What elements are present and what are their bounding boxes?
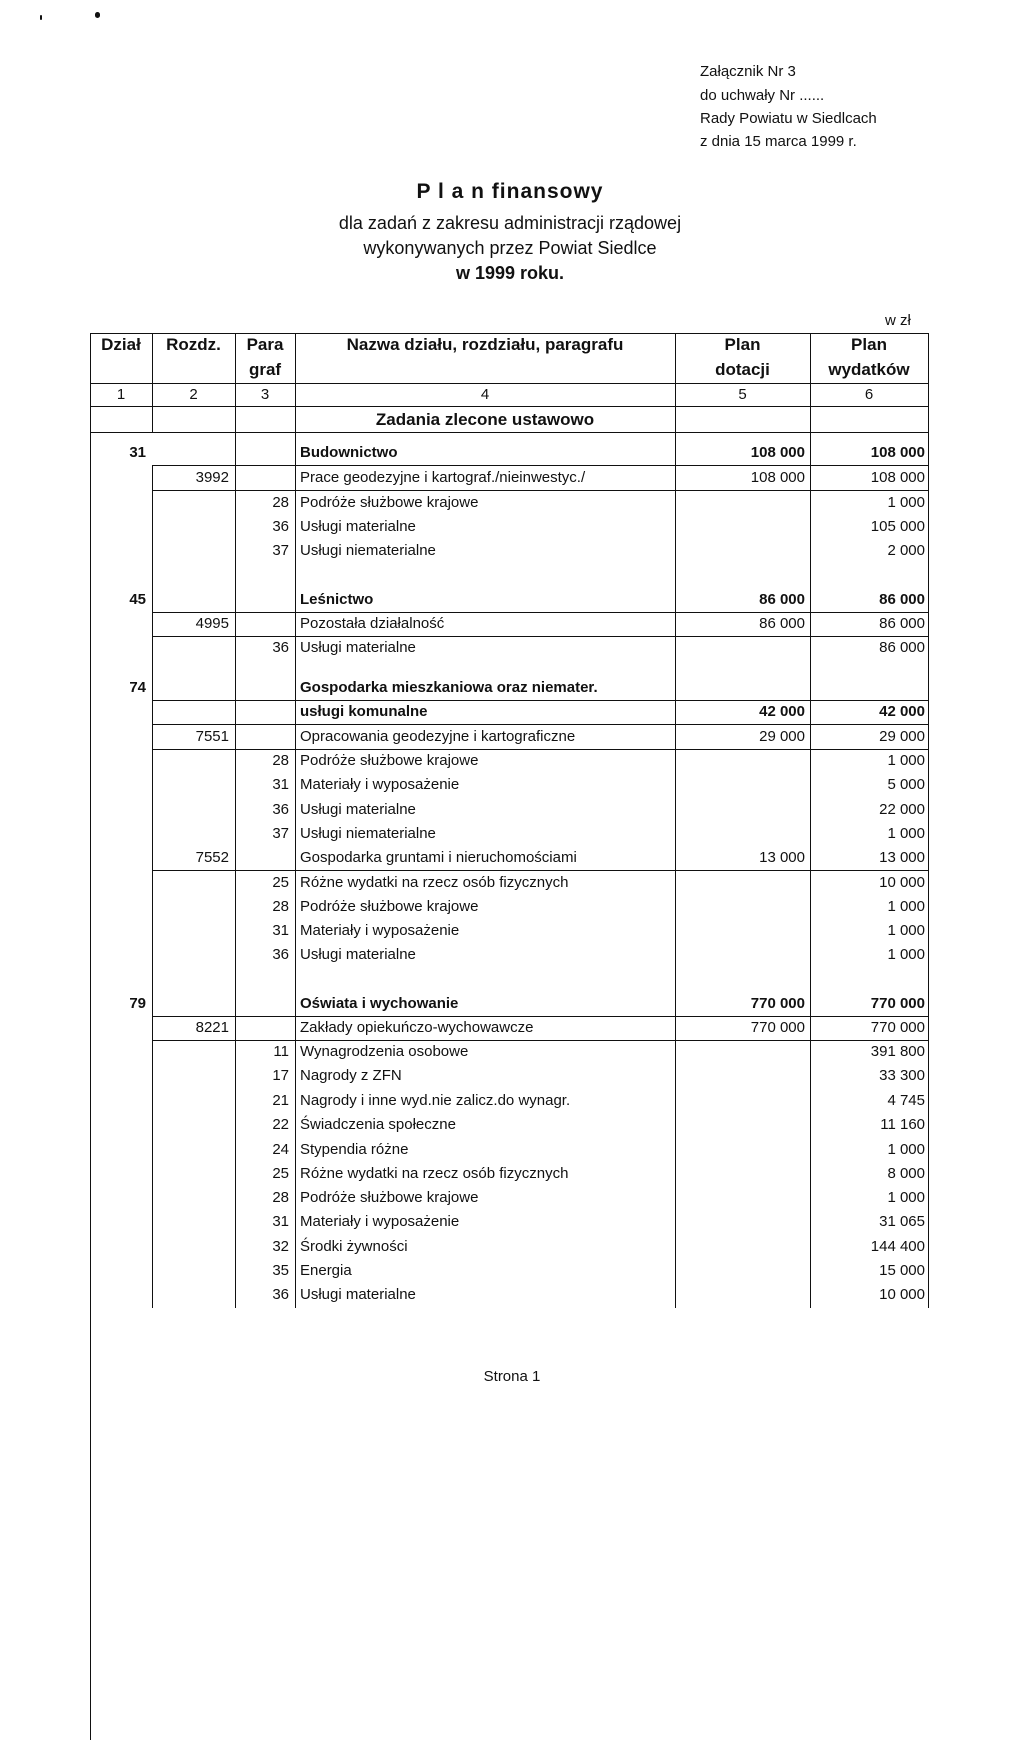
scan-speck bbox=[95, 12, 100, 18]
section-title: Zadania zlecone ustawowo bbox=[375, 410, 595, 429]
cell-wyd: 108 000 bbox=[870, 444, 925, 461]
cell-rozdz: 4995 bbox=[195, 615, 229, 632]
scan-speck bbox=[40, 15, 42, 20]
cell-name: Usługi niematerialne bbox=[300, 825, 436, 842]
cell-name: Leśnictwo bbox=[300, 591, 374, 608]
currency-unit: w zł bbox=[885, 312, 911, 329]
cell-dot: 108 000 bbox=[750, 469, 805, 486]
cell-wyd: 1 000 bbox=[887, 1141, 925, 1158]
cell-wyd: 391 800 bbox=[870, 1043, 925, 1060]
header-paragraf-2: graf bbox=[248, 360, 282, 379]
cell-wyd: 29 000 bbox=[879, 728, 925, 745]
cell-wyd: 1 000 bbox=[887, 494, 925, 511]
cell-wyd: 1 000 bbox=[887, 752, 925, 769]
table-rule bbox=[152, 333, 153, 432]
page-number: Strona 1 bbox=[483, 1368, 541, 1385]
cell-name: Różne wydatki na rzecz osób fizycznych bbox=[300, 874, 569, 891]
col-number: 1 bbox=[116, 386, 126, 403]
cell-name: Podróże służbowe krajowe bbox=[300, 752, 479, 769]
cell-name: Materiały i wyposażenie bbox=[300, 1213, 460, 1230]
cell-wyd: 1 000 bbox=[887, 922, 925, 939]
table-rule bbox=[295, 333, 296, 432]
table-rule bbox=[152, 870, 928, 871]
cell-para: 11 bbox=[273, 1043, 289, 1060]
table-rule bbox=[295, 980, 296, 1308]
cell-name: Prace geodezyjne i kartograf./nieinwestyc./ bbox=[300, 469, 586, 486]
cell-wyd: 15 000 bbox=[879, 1262, 925, 1279]
cell-name: Zakłady opiekuńczo-wychowawcze bbox=[300, 1019, 534, 1036]
cell-wyd: 1 000 bbox=[887, 1189, 925, 1206]
cell-name: Budownictwo bbox=[300, 444, 398, 461]
cell-wyd: 86 000 bbox=[879, 591, 925, 608]
cell-wyd: 86 000 bbox=[879, 639, 925, 656]
cell-wyd: 108 000 bbox=[870, 469, 925, 486]
cell-para: 32 bbox=[272, 1238, 289, 1255]
header-plan-wydatkow: Plan bbox=[851, 335, 887, 354]
cell-dzial: 74 bbox=[129, 679, 146, 696]
cell-name: Nagrody i inne wyd.nie zalicz.do wynagr. bbox=[300, 1092, 571, 1109]
cell-wyd: 5 000 bbox=[887, 776, 925, 793]
cell-name: Materiały i wyposażenie bbox=[300, 922, 460, 939]
cell-para: 36 bbox=[272, 639, 289, 656]
cell-para: 36 bbox=[272, 1286, 289, 1303]
cell-para: 28 bbox=[272, 1189, 289, 1206]
cell-wyd: 33 300 bbox=[879, 1067, 925, 1084]
table-rule bbox=[152, 490, 928, 491]
cell-rozdz: 8221 bbox=[195, 1019, 229, 1036]
cell-para: 22 bbox=[272, 1116, 289, 1133]
table-rule bbox=[675, 333, 676, 432]
cell-wyd: 8 000 bbox=[887, 1165, 925, 1182]
cell-name: Usługi materialne bbox=[300, 639, 416, 656]
header-dzial: Dział bbox=[101, 335, 141, 354]
table-rule bbox=[90, 432, 928, 433]
cell-wyd: 770 000 bbox=[870, 1019, 925, 1036]
cell-para: 17 bbox=[272, 1067, 289, 1084]
cell-wyd: 31 065 bbox=[879, 1213, 925, 1230]
table-rule bbox=[675, 432, 676, 1308]
cell-wyd: 1 000 bbox=[887, 898, 925, 915]
cell-name: Usługi materialne bbox=[300, 946, 416, 963]
cell-wyd: 10 000 bbox=[879, 874, 925, 891]
cell-wyd: 10 000 bbox=[879, 1286, 925, 1303]
table-rule bbox=[675, 980, 676, 1028]
cell-name: Usługi materialne bbox=[300, 801, 416, 818]
cell-name: Materiały i wyposażenie bbox=[300, 776, 460, 793]
cell-wyd: 105 000 bbox=[870, 518, 925, 535]
table-rule bbox=[152, 1016, 928, 1017]
cell-name: Gospodarka gruntami i nieruchomościami bbox=[300, 849, 577, 866]
table-rule bbox=[90, 383, 928, 384]
col-number: 5 bbox=[738, 386, 747, 403]
cell-name: usługi komunalne bbox=[300, 703, 428, 720]
table-rule bbox=[152, 700, 928, 701]
table-rule bbox=[152, 1040, 928, 1041]
header-plan-dotacji-2: dotacji bbox=[715, 360, 770, 379]
title-line-4: w 1999 roku. bbox=[455, 263, 565, 283]
cell-name: Usługi materialne bbox=[300, 518, 416, 535]
cell-wyd: 2 000 bbox=[887, 542, 925, 559]
header-paragraf: Para bbox=[246, 335, 284, 354]
header-nazwa: Nazwa działu, rozdziału, paragrafu bbox=[346, 335, 624, 354]
cell-name: Świadczenia społeczne bbox=[300, 1116, 456, 1133]
cell-dot: 13 000 bbox=[759, 849, 805, 866]
table-rule bbox=[90, 333, 91, 432]
table-rule bbox=[235, 333, 236, 432]
cell-rozdz: 7551 bbox=[195, 728, 229, 745]
cell-para: 31 bbox=[272, 922, 289, 939]
cell-dot: 770 000 bbox=[750, 995, 805, 1012]
col-number: 6 bbox=[864, 386, 874, 403]
cell-para: 25 bbox=[272, 874, 289, 891]
cell-para: 36 bbox=[272, 946, 289, 963]
cell-name: Podróże służbowe krajowe bbox=[300, 1189, 479, 1206]
table-rule bbox=[90, 432, 91, 1740]
cell-dot: 86 000 bbox=[759, 615, 805, 632]
cell-rozdz: 3992 bbox=[195, 469, 229, 486]
cell-dot: 29 000 bbox=[759, 728, 805, 745]
cell-para: 37 bbox=[272, 825, 289, 842]
cell-para: 37 bbox=[272, 542, 289, 559]
cell-para: 36 bbox=[272, 518, 289, 535]
cell-para: 28 bbox=[272, 898, 289, 915]
cell-wyd: 1 000 bbox=[887, 825, 925, 842]
col-number: 4 bbox=[480, 386, 490, 403]
table-rule bbox=[152, 636, 928, 637]
header-plan-dotacji: Plan bbox=[724, 335, 761, 354]
cell-dzial: 45 bbox=[129, 591, 146, 608]
resolution-number: do uchwały Nr ...... bbox=[700, 87, 825, 104]
cell-wyd: 11 160 bbox=[880, 1116, 925, 1133]
cell-wyd: 86 000 bbox=[879, 615, 925, 632]
cell-para: 28 bbox=[272, 494, 289, 511]
table-rule bbox=[928, 980, 929, 1308]
cell-para: 31 bbox=[272, 1213, 289, 1230]
cell-para: 36 bbox=[272, 801, 289, 818]
cell-wyd: 13 000 bbox=[879, 849, 925, 866]
cell-wyd: 22 000 bbox=[879, 801, 925, 818]
cell-name: Różne wydatki na rzecz osób fizycznych bbox=[300, 1165, 569, 1182]
table-rule bbox=[90, 406, 928, 407]
table-rule bbox=[90, 333, 928, 334]
cell-para: 31 bbox=[272, 776, 289, 793]
table-rule bbox=[152, 612, 928, 613]
cell-dot: 42 000 bbox=[759, 703, 805, 720]
table-rule bbox=[928, 333, 929, 432]
cell-name: Podróże służbowe krajowe bbox=[300, 898, 479, 915]
cell-para: 24 bbox=[272, 1141, 289, 1158]
cell-dzial: 79 bbox=[129, 995, 146, 1012]
cell-wyd: 42 000 bbox=[879, 703, 925, 720]
cell-name: Energia bbox=[300, 1262, 352, 1279]
council-name: Rady Powiatu w Siedlcach bbox=[700, 110, 877, 127]
table-rule bbox=[152, 724, 928, 725]
col-number: 3 bbox=[260, 386, 270, 403]
cell-para: 25 bbox=[272, 1165, 289, 1182]
cell-wyd: 770 000 bbox=[870, 995, 925, 1012]
document-title: P l a n finansowy bbox=[416, 180, 604, 203]
col-number: 2 bbox=[189, 386, 198, 403]
header-plan-wydatkow-2: wydatków bbox=[828, 360, 910, 379]
title-line-2: dla zadań z zakresu administracji rządowej bbox=[338, 213, 682, 233]
cell-name: Pozostała działalność bbox=[300, 615, 445, 632]
cell-wyd: 144 400 bbox=[870, 1238, 925, 1255]
table-rule bbox=[810, 980, 811, 1308]
cell-wyd: 4 745 bbox=[887, 1092, 925, 1109]
cell-para: 35 bbox=[272, 1262, 289, 1279]
cell-para: 28 bbox=[272, 752, 289, 769]
cell-name: Nagrody z ZFN bbox=[300, 1067, 402, 1084]
cell-name: Stypendia różne bbox=[300, 1141, 409, 1158]
title-line-3: wykonywanych przez Powiat Siedlce bbox=[363, 238, 657, 258]
table-rule bbox=[810, 333, 811, 432]
resolution-date: z dnia 15 marca 1999 r. bbox=[700, 133, 857, 150]
cell-dot: 770 000 bbox=[750, 1019, 805, 1036]
cell-name: Wynagrodzenia osobowe bbox=[300, 1043, 469, 1060]
cell-wyd: 1 000 bbox=[887, 946, 925, 963]
cell-dzial: 31 bbox=[129, 444, 146, 461]
cell-name: Oświata i wychowanie bbox=[300, 995, 459, 1012]
cell-name: Gospodarka mieszkaniowa oraz niemater. bbox=[300, 679, 598, 696]
cell-rozdz: 7552 bbox=[195, 849, 229, 866]
cell-name: Usługi niematerialne bbox=[300, 542, 436, 559]
table-rule bbox=[152, 980, 153, 1308]
cell-name: Podróże służbowe krajowe bbox=[300, 494, 479, 511]
table-rule bbox=[152, 465, 928, 466]
cell-dot: 86 000 bbox=[759, 591, 805, 608]
cell-name: Opracowania geodezyjne i kartograficzne bbox=[300, 728, 576, 745]
cell-name: Środki żywności bbox=[300, 1238, 408, 1255]
table-rule bbox=[152, 749, 928, 750]
cell-name: Usługi materialne bbox=[300, 1286, 416, 1303]
attachment-number: Załącznik Nr 3 bbox=[700, 63, 796, 80]
header-rozdzial: Rozdz. bbox=[166, 335, 221, 354]
cell-dot: 108 000 bbox=[750, 444, 805, 461]
cell-para: 21 bbox=[272, 1092, 289, 1109]
table-rule bbox=[235, 980, 236, 1308]
